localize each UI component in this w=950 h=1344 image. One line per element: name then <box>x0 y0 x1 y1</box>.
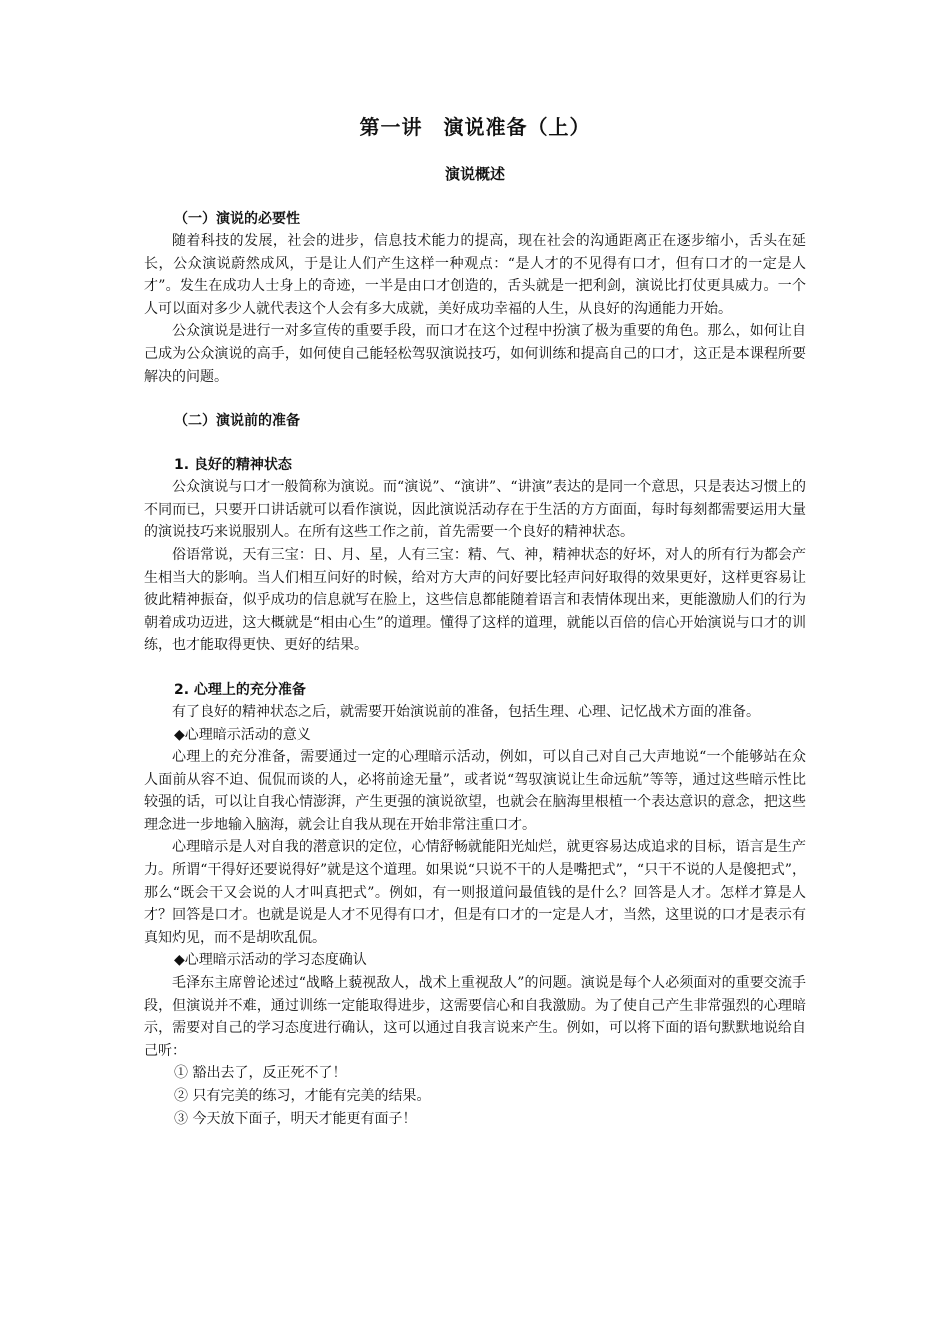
list-item: ② 只有完美的练习，才能有完美的结果。 <box>174 1088 431 1104</box>
list-item: ③ 今天放下面子，明天才能更有面子！ <box>174 1110 417 1127</box>
bullet-heading-attitude-confirm: ◆心理暗示活动的学习态度确认 <box>174 952 367 969</box>
paragraph: 有了良好的精神状态之后，就需要开始演说前的准备，包括生理、心理、记忆战术方面的准备。 <box>172 703 760 720</box>
paragraph: 心理暗示是人对自我的潜意识的定位，心情舒畅就能阳光灿烂，就更容易达成追求的目标，语言是生产力。所谓“干得好还要说得好”就是这个道理。如果说“只说不干的人是嘴把式”，“只干不说的人是傻把式”，那么“既会干又会说的人才叫真把式”。例如，有一则报道问最值钱的是什么？回答是人才。怎样才算是人才？回答是口才。也就是说是人才不见得有口才，但是有口才的一定是人才，当然，这里说的口才是表示有真知灼见，而不是胡吹乱侃。 <box>144 839 806 946</box>
paragraph: 毛泽东主席曾论述过“战略上藐视敌人，战术上重视敌人”的问题。演说是每个人必须面对的重要交流手段，但演说并不难，通过训练一定能取得进步，这需要信心和自我激励。为了使自己产生非常强烈的心理暗示，需要对自己的学习态度进行确认，这可以通过自我言说来产生。例如，可以将下面的语句默默地说给自己听： <box>144 975 806 1059</box>
document-content <box>144 112 806 1130</box>
paragraph: 随着科技的发展，社会的进步，信息技术能力的提高，现在社会的沟通距离正在逐步缩小，舌头在延长，公众演说蔚然成风，于是让人们产生这样一种观点：“是人才的不见得有口才，但有口才的一定是人才”。发生在成功人士身上的奇迹，一半是由口才创造的，舌头就是一把利剑，演说比打仗更具威力。一个人可以面对多少人就代表这个人会有多大成就，美好成功幸福的人生，从良好的沟通能力开始。 <box>144 233 806 317</box>
list-item: ① 豁出去了，反正死不了！ <box>174 1065 347 1082</box>
bullet-heading-suggestion-meaning: ◆心理暗示活动的意义 <box>174 726 311 743</box>
paragraph: 公众演说与口才一般简称为演说。而“演说”、“演讲”、“讲演”表达的是同一个意思，只是表达习惯上的不同而已，只要开口讲话就可以看作演说，因此演说活动存在于生活的方方面面，每时每刻都需要运用大量的演说技巧来说服别人。在所有这些工作之前，首先需要一个良好的精神状态。 <box>144 479 806 541</box>
paragraph: 心理上的充分准备，需要通过一定的心理暗示活动，例如，可以自己对自己大声地说“一个能够站在众人面前从容不迫、侃侃而谈的人，必将前途无量”，或者说“驾驭演说让生命远航”等等，通过这些暗示性比较强的话，可以让自我心情澎湃，产生更强的演说欲望，也就会在脑海里根植一个表达意识的意念，把这些理念进一步地输入脑海，就会让自我从现在开始非常注重口才。 <box>144 749 806 833</box>
page-title: 第一讲 演说准备（上） <box>359 115 591 139</box>
page-subtitle: 演说概述 <box>444 165 505 183</box>
subsection-heading-spirit: 1. 良好的精神状态 <box>174 457 292 474</box>
section-heading-preparation: （二）演说前的准备 <box>174 413 300 430</box>
paragraph: 公众演说是进行一对多宣传的重要手段，而口才在这个过程中扮演了极为重要的角色。那么，如何让自己成为公众演说的高手，如何使自己能轻松驾驭演说技巧，如何训练和提高自己的口才，这正是本课程所要解决的问题。 <box>144 323 806 385</box>
paragraph: 俗语常说，天有三宝：日、月、星，人有三宝：精、气、神，精神状态的好坏，对人的所有行为都会产生相当大的影响。当人们相互问好的时候，给对方大声的问好要比轻声问好取得的效果更好，这样更容易让彼此精神振奋，似乎成功的信息就写在脸上，这些信息都能随着语言和表情体现出来，更能激励人们的行为朝着成功迈进，这大概就是“相由心生”的道理。懂得了这样的道理，就能以百倍的信心开始演说与口才的训练，也才能取得更快、更好的结果。 <box>144 546 806 654</box>
subsection-heading-psychology: 2. 心理上的充分准备 <box>174 681 306 698</box>
section-heading-necessity: （一）演说的必要性 <box>174 211 300 227</box>
